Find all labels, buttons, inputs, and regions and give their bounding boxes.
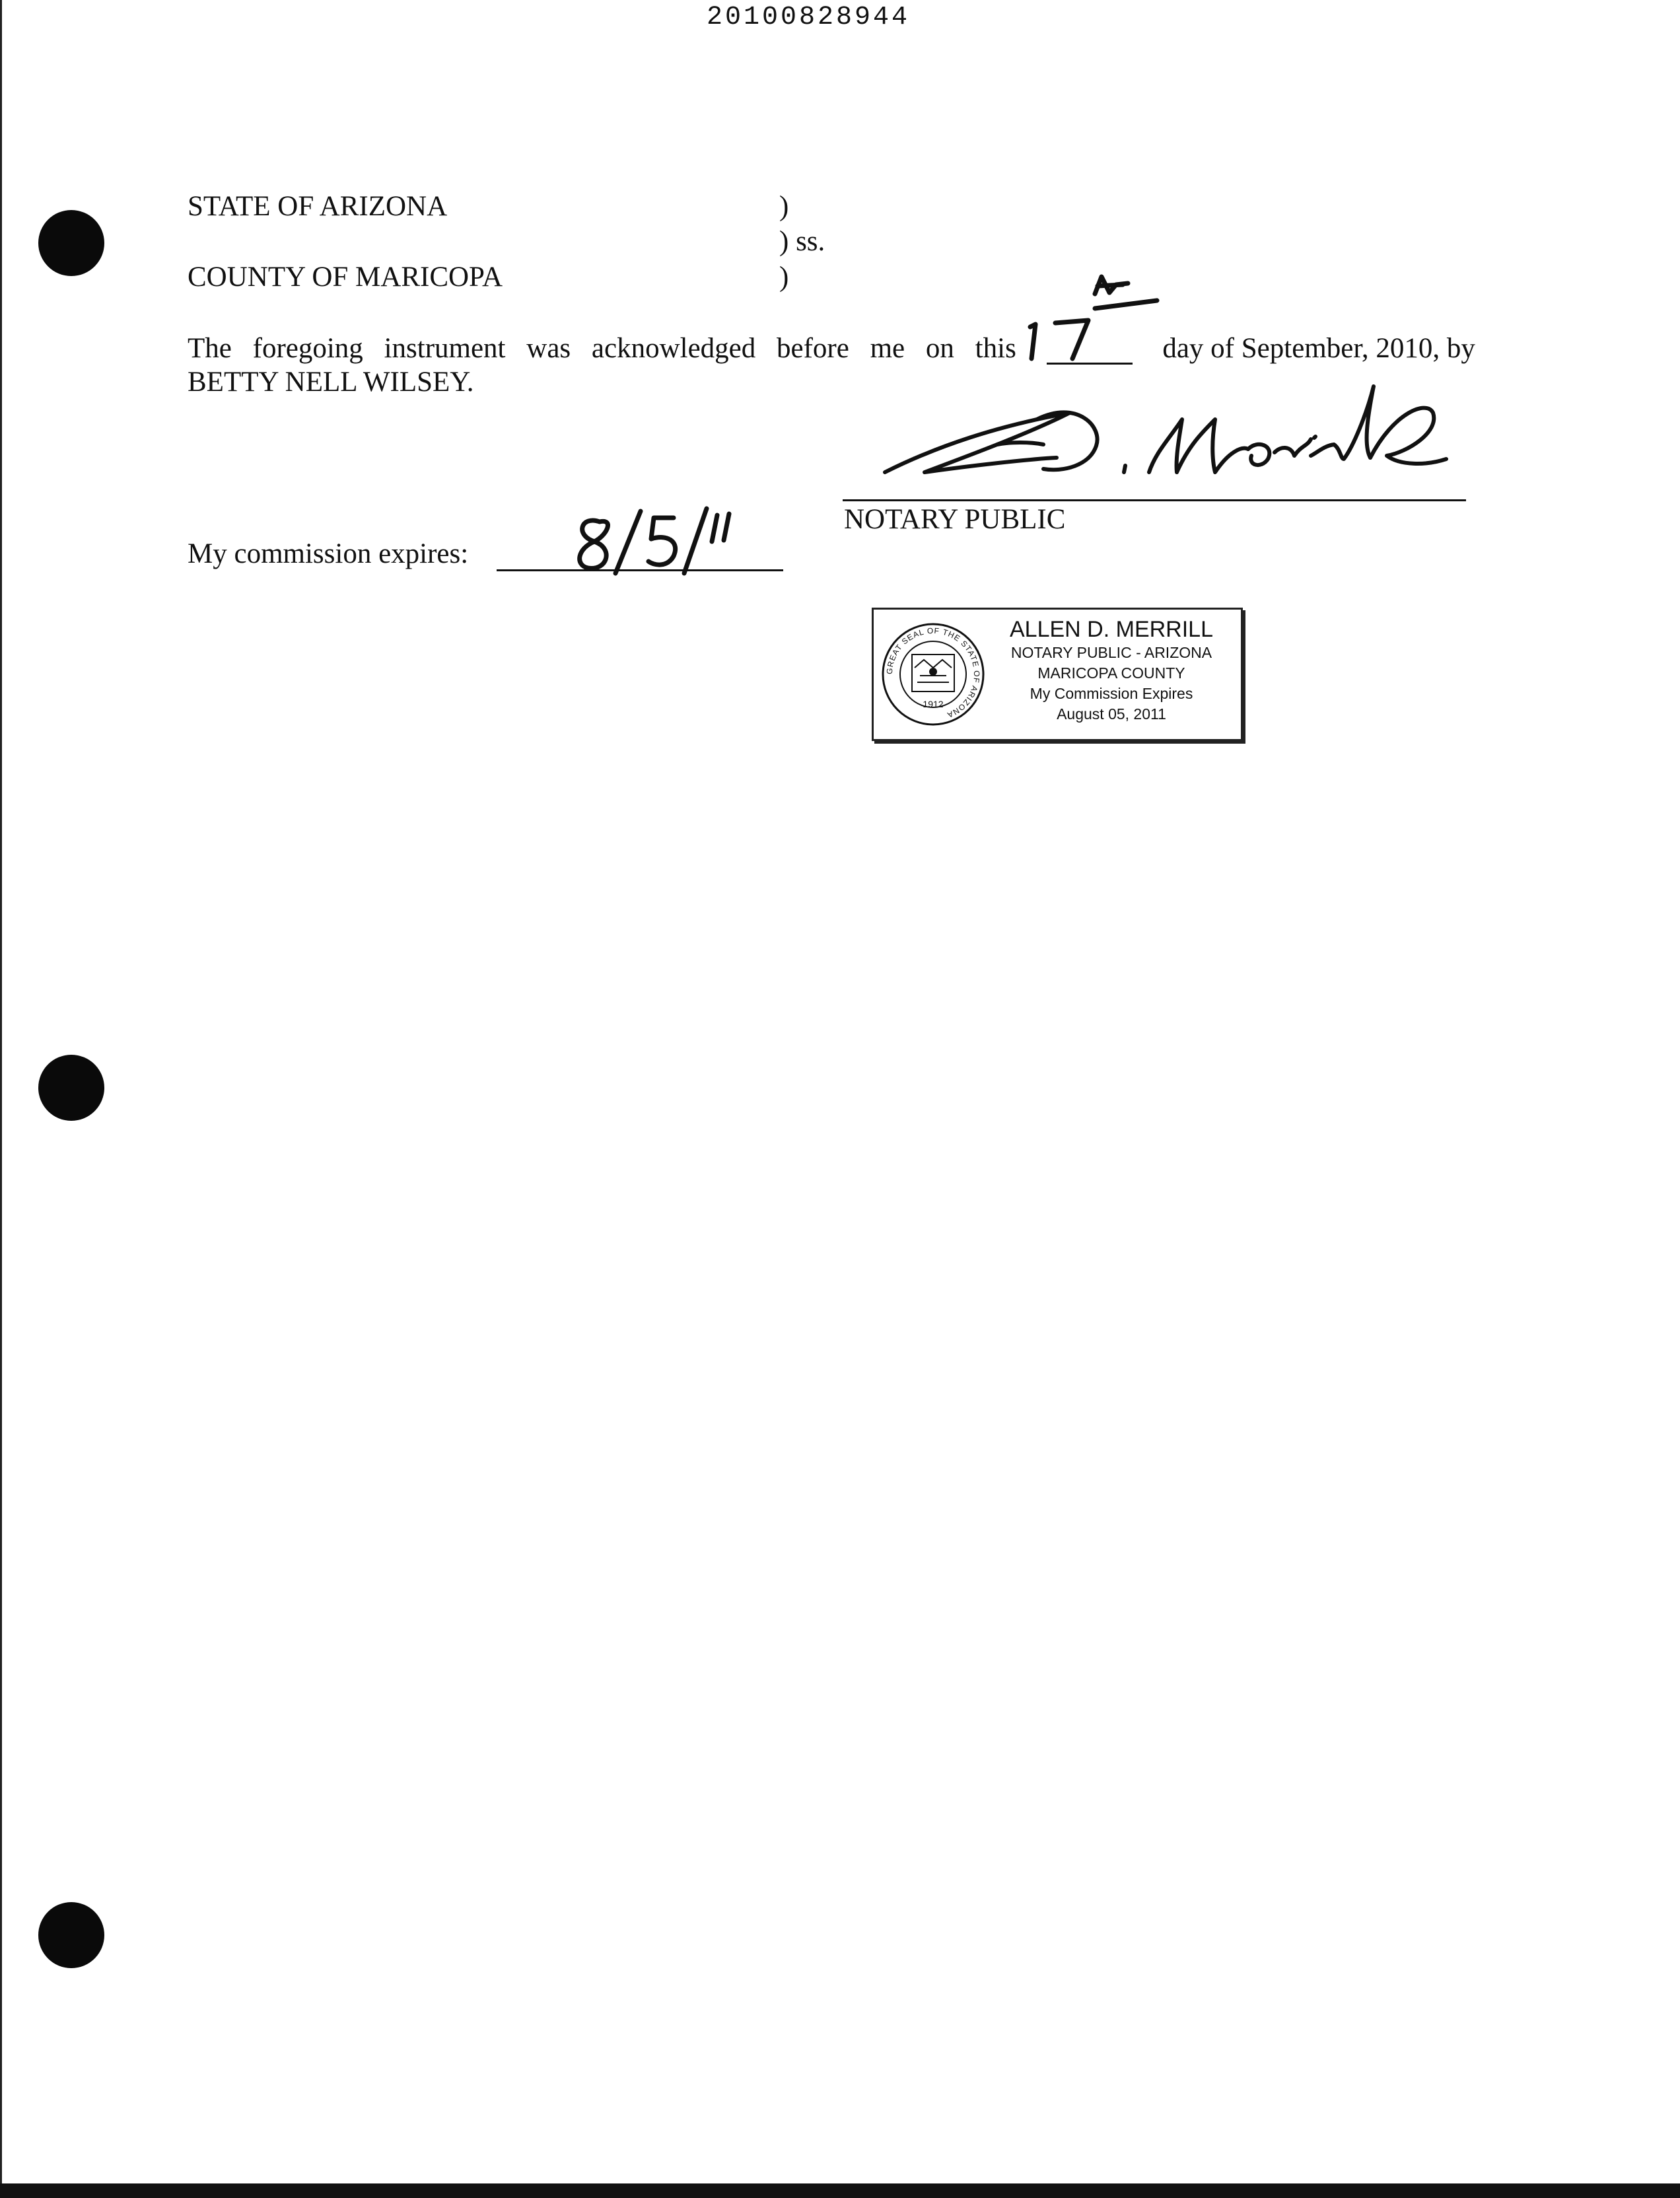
- stamp-name: ALLEN D. MERRILL: [1010, 617, 1213, 642]
- ack-word: acknowledged: [591, 333, 756, 364]
- stamp-line-notary: NOTARY PUBLIC - ARIZONA: [1010, 644, 1212, 661]
- seal-year: 1912: [923, 699, 944, 709]
- ack-word: The: [188, 333, 232, 364]
- commission-label: My commission expires:: [188, 538, 469, 569]
- stamp-line-expires-label: My Commission Expires: [1030, 685, 1193, 702]
- punch-hole-middle: [38, 1055, 104, 1121]
- venue-state: STATE OF ARIZONA: [188, 191, 448, 222]
- ack-word: foregoing: [252, 333, 363, 364]
- ack-word: me: [870, 333, 905, 364]
- punch-hole-top: [38, 210, 104, 276]
- ack-word: was: [526, 333, 571, 364]
- handwritten-commission-date: [568, 502, 740, 581]
- ack-word: before: [777, 333, 849, 364]
- notary-signature-line: [843, 499, 1466, 501]
- notary-stamp: [872, 608, 1243, 741]
- signer-name: BETTY NELL WILSEY.: [188, 367, 474, 398]
- notary-signature: [878, 373, 1473, 502]
- venue-paren-1: ): [779, 191, 789, 222]
- ack-word: this: [975, 333, 1016, 364]
- notary-title: NOTARY PUBLIC: [844, 504, 1066, 535]
- stamp-text-block: [989, 616, 1234, 725]
- ack-after-blank: day of September, 2010, by: [1162, 333, 1475, 364]
- stamp-line-expires-date: August 05, 2011: [1057, 705, 1166, 723]
- venue-paren-3: ): [779, 262, 789, 293]
- stamp-line-county: MARICOPA COUNTY: [1037, 664, 1185, 682]
- scan-bottom-edge: [0, 2183, 1680, 2198]
- venue-county: COUNTY OF MARICOPA: [188, 262, 503, 293]
- arizona-seal-icon: [880, 621, 986, 727]
- punch-hole-bottom: [38, 1902, 104, 1968]
- handwritten-day-17th: [1017, 274, 1169, 367]
- venue-paren-ss: ) ss.: [779, 226, 825, 257]
- scan-left-edge: [0, 0, 2, 2198]
- acknowledgment-line-1: [188, 330, 1475, 365]
- document-number: 20100828944: [707, 3, 911, 32]
- seal-ring-text: GREAT SEAL OF THE STATE OF ARIZONA: [884, 625, 982, 721]
- ack-word: on: [925, 333, 954, 364]
- ack-word: instrument: [384, 333, 506, 364]
